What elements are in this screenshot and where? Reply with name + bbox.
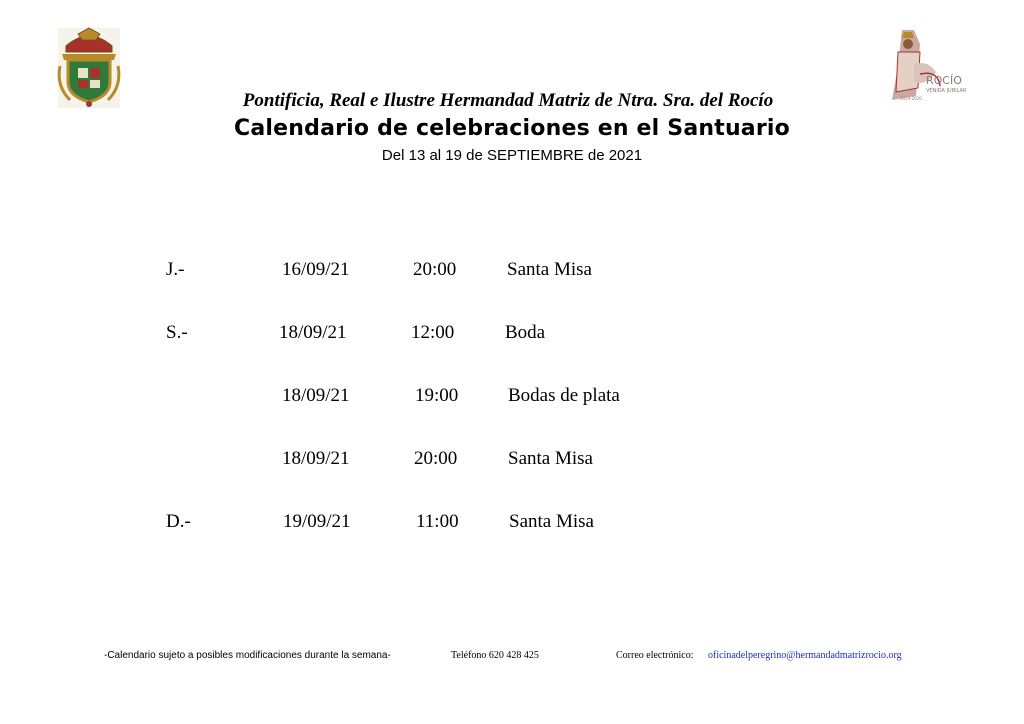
event-time: 20:00 <box>414 448 458 469</box>
event-name: Bodas de plata <box>508 385 620 406</box>
event-time: 12:00 <box>411 322 455 343</box>
footer-note: -Calendario sujeto a posibles modificaciones durante la semana- <box>104 650 391 661</box>
footer-email-link[interactable]: oficinadelperegrino@hermandadmatrizrocio.org <box>708 650 902 661</box>
date-range: Del 13 al 19 de SEPTIEMBRE de 2021 <box>381 147 643 164</box>
event-day: D.- <box>166 511 191 532</box>
event-date: 16/09/21 <box>282 259 350 280</box>
footer-phone: Teléfono 620 428 425 <box>451 650 539 661</box>
event-row <box>0 511 1024 537</box>
organization-name: Pontificia, Real e Ilustre Hermandad Matriz de Ntra. Sra. del Rocío <box>242 90 774 111</box>
event-name: Santa Misa <box>507 259 592 280</box>
event-name: Santa Misa <box>509 511 594 532</box>
event-day: S.- <box>166 322 188 343</box>
event-time: 20:00 <box>413 259 457 280</box>
event-date: 18/09/21 <box>279 322 347 343</box>
event-time: 11:00 <box>416 511 459 532</box>
event-row <box>0 385 1024 411</box>
event-date: 18/09/21 <box>282 385 350 406</box>
page-title: Calendario de celebraciones en el Santuario <box>234 116 790 141</box>
event-day: J.- <box>166 259 185 280</box>
event-row <box>0 259 1024 285</box>
logo-rocio-text: ROCÍO <box>926 74 962 87</box>
event-date: 19/09/21 <box>283 511 351 532</box>
logo-years-text: 2019-2020 <box>900 96 922 101</box>
event-date: 18/09/21 <box>282 448 350 469</box>
event-name: Santa Misa <box>508 448 593 469</box>
event-time: 19:00 <box>415 385 459 406</box>
event-name: Boda <box>505 322 546 343</box>
logo-venida-text: VENIDA JUBILAR <box>926 88 967 94</box>
footer-email-label: Correo electrónico: <box>616 650 694 661</box>
event-row <box>0 448 1024 474</box>
event-row <box>0 322 1024 348</box>
